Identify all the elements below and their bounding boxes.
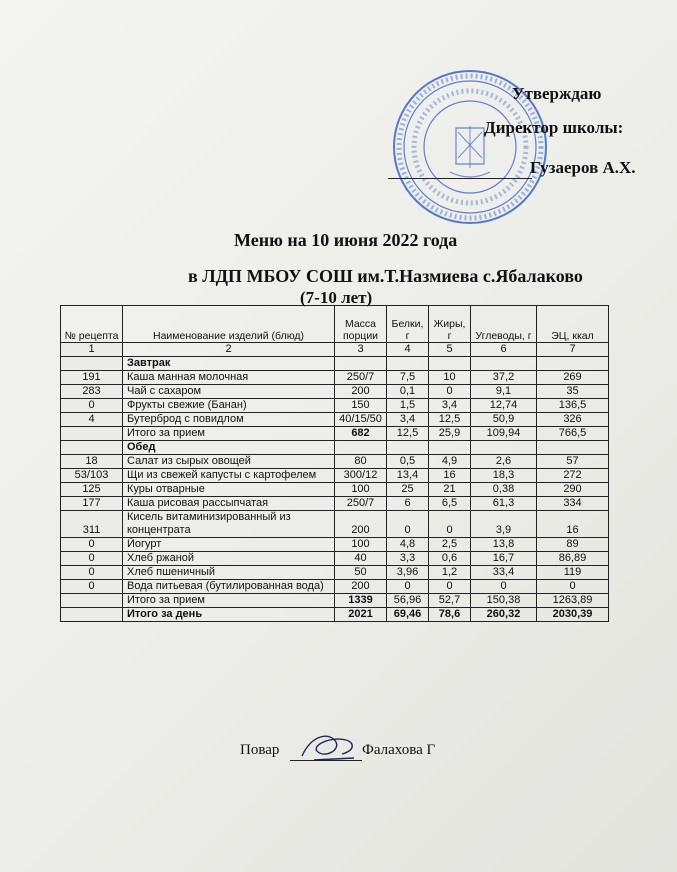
table-header-row — [61, 306, 609, 343]
carbs: 9,1 — [471, 385, 537, 399]
fats: 10 — [429, 371, 471, 385]
recipe-no: 283 — [61, 385, 123, 399]
table-row — [61, 385, 609, 399]
approval-title: Утверждаю — [512, 84, 602, 103]
cook-name: Фалахова Г — [362, 742, 436, 758]
header-carbs: Углеводы, г — [471, 306, 537, 343]
dish-name: Хлеб ржаной — [123, 552, 335, 566]
proteins: 0,1 — [387, 385, 429, 399]
dish-name: Салат из сырых овощей — [123, 455, 335, 469]
proteins: 0 — [387, 511, 429, 538]
table-row — [61, 566, 609, 580]
column-number-row — [61, 343, 609, 357]
header-proteins: Белки, г — [387, 306, 429, 343]
header-recipe-no: № рецепта — [61, 306, 123, 343]
dish-name: Хлеб пшеничный — [123, 566, 335, 580]
energy: 334 — [537, 497, 609, 511]
recipe-no: 191 — [61, 371, 123, 385]
header-energy: ЭЦ, ккал — [537, 306, 609, 343]
portion-mass: 50 — [335, 566, 387, 580]
proteins: 56,96 — [387, 594, 429, 608]
dish-name: Чай с сахаром — [123, 385, 335, 399]
fats: 52,7 — [429, 594, 471, 608]
carbs: 33,4 — [471, 566, 537, 580]
col-number: 6 — [471, 343, 537, 357]
header-dish-name: Наименование изделий (блюд) — [123, 306, 335, 343]
menu-age-group: (7-10 лет) — [300, 288, 373, 307]
energy: 89 — [537, 538, 609, 552]
recipe-no: 0 — [61, 580, 123, 594]
fats: 78,6 — [429, 608, 471, 622]
energy: 272 — [537, 469, 609, 483]
table-row — [61, 413, 609, 427]
energy: 0 — [537, 580, 609, 594]
dish-name: Щи из свежей капусты с картофелем — [123, 469, 335, 483]
carbs: 109,94 — [471, 427, 537, 441]
portion-mass: 200 — [335, 385, 387, 399]
header-fats: Жиры, г — [429, 306, 471, 343]
dish-name: Каша рисовая рассыпчатая — [123, 497, 335, 511]
fats: 0 — [429, 385, 471, 399]
director-signature-line — [388, 178, 532, 179]
proteins: 12,5 — [387, 427, 429, 441]
fats: 0 — [429, 511, 471, 538]
energy: 136,5 — [537, 399, 609, 413]
header-portion-mass: Масса порции — [335, 306, 387, 343]
total-label: Итого за прием — [123, 594, 335, 608]
carbs: 260,32 — [471, 608, 537, 622]
dish-name: Вода питьевая (бутилированная вода) — [123, 580, 335, 594]
handwritten-signature — [296, 730, 360, 764]
table-row — [61, 538, 609, 552]
dish-name: Бутерброд с повидлом — [123, 413, 335, 427]
col-number: 2 — [123, 343, 335, 357]
energy: 86,89 — [537, 552, 609, 566]
fats: 21 — [429, 483, 471, 497]
carbs: 150,38 — [471, 594, 537, 608]
recipe-no: 177 — [61, 497, 123, 511]
portion-mass: 300/12 — [335, 469, 387, 483]
table-row — [61, 552, 609, 566]
table-row — [61, 580, 609, 594]
carbs: 50,9 — [471, 413, 537, 427]
carbs: 37,2 — [471, 371, 537, 385]
recipe-no: 0 — [61, 566, 123, 580]
section-lunch-row — [61, 441, 609, 455]
proteins: 7,5 — [387, 371, 429, 385]
fats: 12,5 — [429, 413, 471, 427]
menu-table — [60, 305, 609, 622]
portion-mass: 250/7 — [335, 371, 387, 385]
section-title: Завтрак — [123, 357, 335, 371]
fats: 0,6 — [429, 552, 471, 566]
recipe-no: 0 — [61, 399, 123, 413]
table-row — [61, 455, 609, 469]
col-number: 4 — [387, 343, 429, 357]
energy: 269 — [537, 371, 609, 385]
carbs: 0 — [471, 580, 537, 594]
portion-mass: 682 — [335, 427, 387, 441]
fats: 1,2 — [429, 566, 471, 580]
carbs: 16,7 — [471, 552, 537, 566]
dish-name: Каша манная молочная — [123, 371, 335, 385]
portion-mass: 40 — [335, 552, 387, 566]
portion-mass: 150 — [335, 399, 387, 413]
dish-name: Фрукты свежие (Банан) — [123, 399, 335, 413]
portion-mass: 200 — [335, 511, 387, 538]
day-total-label: Итого за день — [123, 608, 335, 622]
table-row — [61, 469, 609, 483]
fats: 2,5 — [429, 538, 471, 552]
proteins: 0,5 — [387, 455, 429, 469]
proteins: 3,3 — [387, 552, 429, 566]
day-total-row — [61, 608, 609, 622]
approval-position: Директор школы: — [484, 118, 624, 137]
proteins: 3,96 — [387, 566, 429, 580]
col-number: 5 — [429, 343, 471, 357]
fats: 3,4 — [429, 399, 471, 413]
table-row — [61, 371, 609, 385]
col-number: 3 — [335, 343, 387, 357]
breakfast-total-row — [61, 427, 609, 441]
total-label: Итого за прием — [123, 427, 335, 441]
proteins: 1,5 — [387, 399, 429, 413]
proteins: 0 — [387, 580, 429, 594]
recipe-no: 125 — [61, 483, 123, 497]
proteins: 3,4 — [387, 413, 429, 427]
fats: 4,9 — [429, 455, 471, 469]
approval-block — [0, 0, 677, 200]
proteins: 69,46 — [387, 608, 429, 622]
energy: 326 — [537, 413, 609, 427]
carbs: 2,6 — [471, 455, 537, 469]
proteins: 6 — [387, 497, 429, 511]
portion-mass: 2021 — [335, 608, 387, 622]
portion-mass: 100 — [335, 538, 387, 552]
menu-subtitle: в ЛДП МБОУ СОШ им.Т.Назмиева с.Ябалаково — [188, 266, 583, 286]
dish-name: Йогурт — [123, 538, 335, 552]
carbs: 13,8 — [471, 538, 537, 552]
recipe-no: 0 — [61, 538, 123, 552]
carbs: 0,38 — [471, 483, 537, 497]
table-row — [61, 511, 609, 538]
col-number: 1 — [61, 343, 123, 357]
lunch-total-row — [61, 594, 609, 608]
carbs: 61,3 — [471, 497, 537, 511]
portion-mass: 80 — [335, 455, 387, 469]
energy: 119 — [537, 566, 609, 580]
portion-mass: 250/7 — [335, 497, 387, 511]
recipe-no: 4 — [61, 413, 123, 427]
fats: 0 — [429, 580, 471, 594]
proteins: 4,8 — [387, 538, 429, 552]
recipe-no: 311 — [61, 511, 123, 538]
table-row — [61, 483, 609, 497]
energy: 16 — [537, 511, 609, 538]
carbs: 12,74 — [471, 399, 537, 413]
dish-name: Куры отварные — [123, 483, 335, 497]
cook-label: Повар — [240, 742, 280, 758]
col-number: 7 — [537, 343, 609, 357]
energy: 766,5 — [537, 427, 609, 441]
carbs: 18,3 — [471, 469, 537, 483]
fats: 6,5 — [429, 497, 471, 511]
recipe-no: 53/103 — [61, 469, 123, 483]
dish-name: Кисель витаминизированный из концентрата — [123, 511, 335, 538]
menu-title: Меню на 10 июня 2022 года — [234, 230, 458, 250]
cook-signature-line — [290, 760, 362, 761]
fats: 16 — [429, 469, 471, 483]
recipe-no: 0 — [61, 552, 123, 566]
energy: 1263,89 — [537, 594, 609, 608]
director-name: Гузаеров А.Х. — [530, 158, 636, 177]
energy: 290 — [537, 483, 609, 497]
portion-mass: 200 — [335, 580, 387, 594]
portion-mass: 1339 — [335, 594, 387, 608]
carbs: 3,9 — [471, 511, 537, 538]
energy: 57 — [537, 455, 609, 469]
section-breakfast-row — [61, 357, 609, 371]
table-row — [61, 497, 609, 511]
table-row — [61, 399, 609, 413]
proteins: 25 — [387, 483, 429, 497]
section-title: Обед — [123, 441, 335, 455]
fats: 25,9 — [429, 427, 471, 441]
portion-mass: 40/15/50 — [335, 413, 387, 427]
proteins: 13,4 — [387, 469, 429, 483]
portion-mass: 100 — [335, 483, 387, 497]
energy: 35 — [537, 385, 609, 399]
recipe-no: 18 — [61, 455, 123, 469]
energy: 2030,39 — [537, 608, 609, 622]
